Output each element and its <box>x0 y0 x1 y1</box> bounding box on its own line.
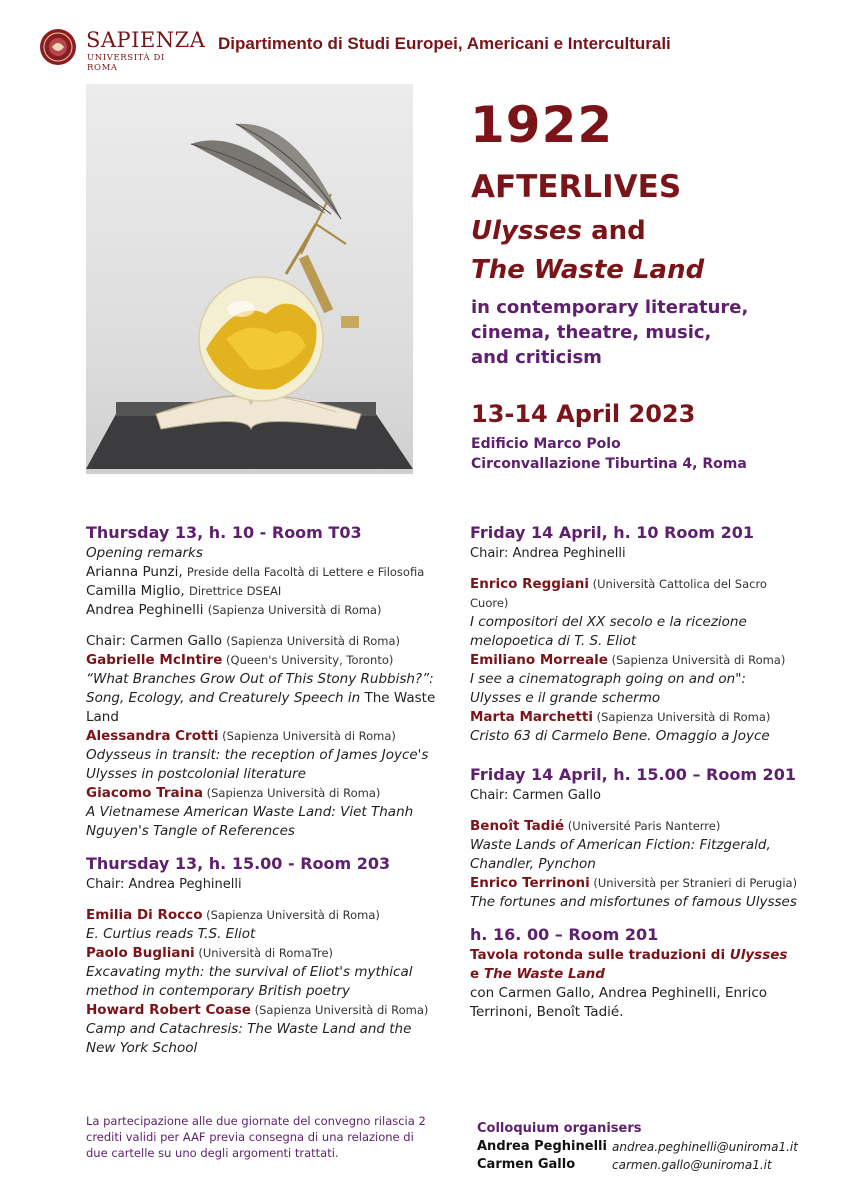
round-table-participants: con Carmen Gallo, Andrea Peghinelli, Enrico Terrinoni, Benoît Tadié. <box>470 985 768 1020</box>
round-table-title: Tavola rotonda sulle traduzioni di Ulysses e The Waste Land <box>470 947 788 982</box>
session-chair: Chair: Andrea Peghinelli <box>470 546 626 561</box>
talk-title: A Vietnamese American Waste Land: Viet Thanh Nguyen's Tangle of References <box>86 804 414 839</box>
session-chair: Chair: Carmen Gallo (Sapienza Università di Roma) <box>86 633 401 649</box>
opening-speaker: Andrea Peghinelli (Sapienza Università di Roma) <box>86 602 382 618</box>
title-ulysses: Ulysses <box>471 216 583 246</box>
opening-remarks: Opening remarks <box>86 545 203 561</box>
session-chair: Chair: Carmen Gallo <box>470 788 601 803</box>
session-thursday-morning-heading: Thursday 13, h. 10 - Room T03 <box>86 523 362 542</box>
talk-speaker: Benoît Tadié (Université Paris Nanterre) <box>470 818 721 834</box>
organiser-row <box>477 1156 847 1174</box>
sapienza-logo <box>38 26 206 73</box>
talk-speaker: Gabrielle McIntire (Queen's University, Toronto) <box>86 652 394 668</box>
talk-title: Cristo 63 di Carmelo Bene. Omaggio a Joyce <box>470 728 770 744</box>
session-friday-morning-heading: Friday 14 April, h. 10 Room 201 <box>470 523 755 542</box>
credits-note: La partecipazione alle due giornate del convegno rilascia 2 crediti validi per AAF previa consegna di una relazione di due cartelle su uno degli argomenti trattati. <box>86 1114 426 1160</box>
title-waste-land: The Waste Land <box>471 255 705 285</box>
subtitle-line-1: in contemporary literature, <box>471 297 749 318</box>
talk-speaker: Emiliano Morreale (Sapienza Università di Roma) <box>470 652 786 668</box>
event-venue <box>471 434 747 474</box>
talk-speaker: Enrico Reggiani (Università Cattolica del Sacro Cuore) <box>470 576 767 610</box>
title-afterlives: AFTERLIVES <box>471 169 682 205</box>
talk-speaker: Emilia Di Rocco (Sapienza Università di Roma) <box>86 907 380 923</box>
event-dates: 13-14 April 2023 <box>471 400 696 428</box>
talk-title: Waste Lands of American Fiction: Fitzgerald, Chandler, Pynchon <box>470 837 771 872</box>
organiser-email[interactable]: carmen.gallo@uniroma1.it <box>612 1158 772 1172</box>
session-round-table-heading: h. 16. 00 – Room 201 <box>470 925 659 944</box>
organiser-email[interactable]: andrea.peghinelli@uniroma1.it <box>612 1140 798 1154</box>
sapienza-seal-icon <box>38 26 78 68</box>
program-left-column <box>86 522 436 1058</box>
talk-speaker: Alessandra Crotti (Sapienza Università di Roma) <box>86 728 396 744</box>
logo-name: SAPIENZA <box>86 28 206 52</box>
program-right-column <box>470 522 800 1022</box>
talk-title: I see a cinematograph going on and on": Ulysses e il grande schermo <box>470 671 746 706</box>
title-and: and <box>582 216 646 246</box>
talk-title: E. Curtius reads T.S. Eliot <box>86 926 256 942</box>
session-chair: Chair: Andrea Peghinelli <box>86 877 242 892</box>
organiser-row <box>477 1138 847 1156</box>
title-year: 1922 <box>470 96 614 154</box>
opening-speaker: Arianna Punzi, Preside della Facoltà di Lettere e Filosofia <box>86 564 425 580</box>
venue-line-1: Edificio Marco Polo <box>471 436 621 452</box>
organiser-name: Carmen Gallo <box>477 1157 576 1172</box>
venue-line-2: Circonvallazione Tiburtina 4, Roma <box>471 456 747 472</box>
logo-sub: UNIVERSITÀ DI ROMA <box>87 53 165 73</box>
talk-speaker: Enrico Terrinoni (Università per Stranieri di Perugia) <box>470 875 798 891</box>
title-ulysses-line <box>471 214 646 248</box>
talk-title: Excavating myth: the survival of Eliot's mythical method in contemporary British poetry <box>86 964 413 999</box>
event-image <box>86 84 413 474</box>
talk-title: I compositori del XX secolo e la ricezione melopoetica di T. S. Eliot <box>470 614 747 649</box>
session-friday-afternoon-heading: Friday 14 April, h. 15.00 – Room 201 <box>470 765 796 784</box>
title-subtitle <box>471 295 748 370</box>
session-thursday-afternoon-heading: Thursday 13, h. 15.00 - Room 203 <box>86 854 391 873</box>
subtitle-line-2: cinema, theatre, music, <box>471 322 712 343</box>
talk-title: The fortunes and misfortunes of famous Ulysses <box>470 894 797 910</box>
talk-speaker: Giacomo Traina (Sapienza Università di Roma) <box>86 785 381 801</box>
organisers-heading: Colloquium organisers <box>477 1121 642 1136</box>
opening-speaker: Camilla Miglio, Direttrice DSEAI <box>86 583 282 599</box>
talk-speaker: Paolo Bugliani (Università di RomaTre) <box>86 945 334 961</box>
talk-title: Odysseus in transit: the reception of James Joyce's Ulysses in postcolonial literature <box>86 747 429 782</box>
talk-speaker: Howard Robert Coase (Sapienza Università di Roma) <box>86 1002 429 1018</box>
quill-globe-book-image <box>86 84 413 474</box>
subtitle-line-3: and criticism <box>471 347 602 368</box>
talk-title: “What Branches Grow Out of This Stony Rubbish?”: Song, Ecology, and Creaturely Speech in The Waste Land <box>86 671 436 725</box>
department-title: Dipartimento di Studi Europei, Americani e Interculturali <box>218 34 671 53</box>
talk-speaker: Marta Marchetti (Sapienza Università di Roma) <box>470 709 771 725</box>
organisers-block <box>477 1120 847 1174</box>
talk-title: Camp and Catachresis: The Waste Land and the New York School <box>86 1021 412 1056</box>
organiser-name: Andrea Peghinelli <box>477 1139 607 1154</box>
